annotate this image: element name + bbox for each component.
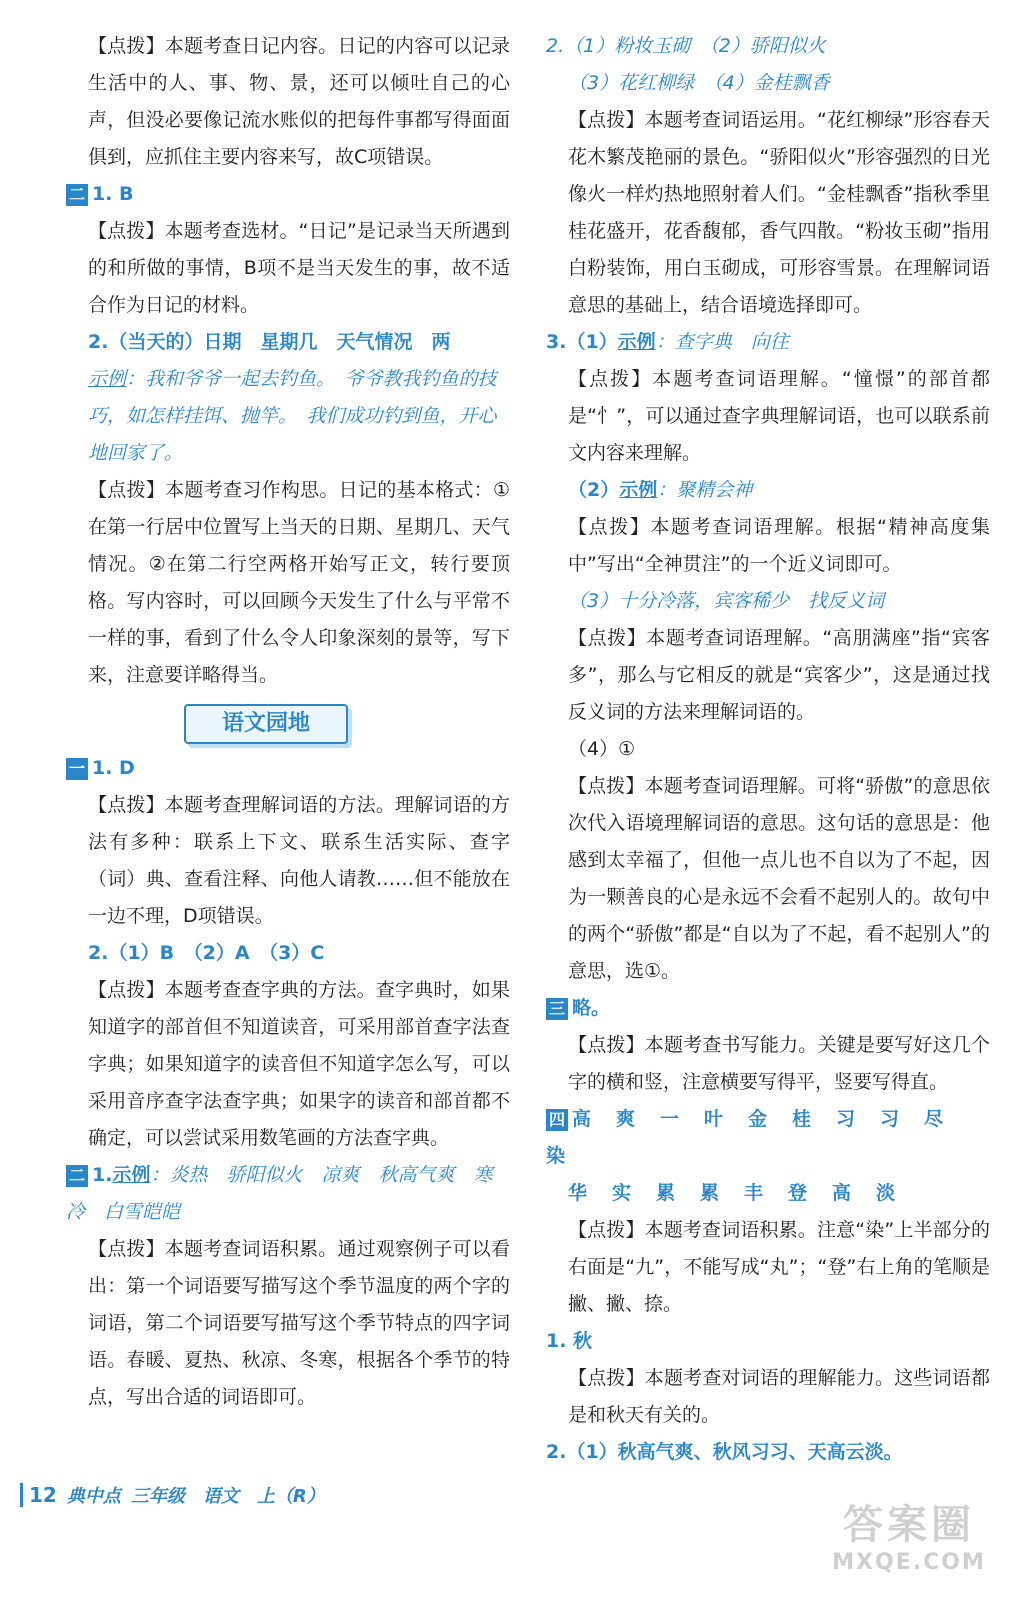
left-column [66, 28, 510, 1416]
tip-autumn: 【点拨】本题考查对词语的理解能力。这些词语都是和秋天有关的。 [568, 1367, 990, 1426]
section-three-icon: 三 [546, 998, 568, 1020]
watermark-text: 答案圈 [843, 1502, 975, 1548]
tip-radical: 【点拨】本题考查词语理解。“憧憬”的部首都是“忄”，可以通过查字典理解词语，也可以联系前文内容来理解。 [568, 368, 990, 464]
page-number: 12 [20, 1483, 57, 1507]
tip-material: 【点拨】本题考查选材。“日记”是记录当天所遇到的和所做的事情，B项不是当天发生的事，故不适合作为日记的材料。 [88, 220, 510, 316]
answer-2-2-example: 示例：我和爷爷一起去钓鱼。 爷爷教我钓鱼的技巧，如怎样挂饵、抛竿。 我们成功钓到鱼，开心地回家了。 [88, 368, 497, 464]
section-one-icon: 一 [66, 758, 88, 780]
answer-g-1: 一 1. D [66, 750, 510, 787]
answer-r-3-4: （4）① [568, 738, 636, 760]
answer-s-6: 2.（1）秋高气爽、秋风习习、天高云淡。 [546, 1441, 903, 1463]
section-two-b-icon: 二 [66, 1165, 88, 1187]
tip-dictionary: 【点拨】本题考查查字典的方法。查字典时，如果知道字的部首但不知道读音，可采用部首查字法查字典；如果知道字的读音但不知道字怎么写，可以采用音序查字法查字典；如果字的读音和部首都不确定，可以尝试采用数笔画的方法查字典。 [88, 979, 510, 1149]
answer-s-3: 三 略。 [546, 990, 990, 1027]
answer-2-2: 2.（当天的）日期 星期几 天气情况 两 [88, 331, 451, 353]
page-footer [20, 1478, 325, 1512]
answer-g-2: 2.（1）B （2）A （3）C [88, 942, 325, 964]
tip-diary-content: 【点拨】本题考查日记内容。日记的内容可以记录生活中的人、事、物、景，还可以倾吐自己的心声，但没必要像记流水账似的把每件事都写得面面俱到，应抓住主要内容来写，故C项错误。 [88, 35, 510, 168]
section-four-icon: 四 [546, 1109, 568, 1131]
answer-r-2b: （3）花红柳绿 （4）金桂飘香 [568, 72, 830, 94]
answer-s-4-row1: 四 高 爽 一 叶 金 桂 习 习 尽染 [546, 1108, 944, 1167]
answer-h-1: 二 1.示例：炎热 骄阳似火 凉爽 秋高气爽 寒冷 白雪皑皑 [66, 1164, 493, 1223]
section-title: 语文园地 [184, 704, 348, 744]
grade-subject: 三年级 语文 上（R） [130, 1486, 325, 1507]
tip-antonym: 【点拨】本题考查词语理解。“高朋满座”指“宾客多”，那么与它相反的就是“宾客少”，这是通过找反义词的方法来理解词语的。 [568, 627, 990, 723]
tip-word-methods: 【点拨】本题考查理解词语的方法。理解词语的方法有多种：联系上下文、联系生活实际、查字（词）典、查看注释、向他人请教……但不能放在一边不理，D项错误。 [88, 794, 510, 927]
section-two-icon: 二 [66, 184, 88, 206]
answer-r-3-2: （2）示例：聚精会神 [568, 479, 753, 501]
tip-synonym: 【点拨】本题考查词语理解。根据“精神高度集中”写出“全神贯注”的一个近义词即可。 [568, 516, 990, 575]
tip-proud: 【点拨】本题考查词语理解。可将“骄傲”的意思依次代入语境理解词语的意思。这句话的意思是：他感到太幸福了，但他一点儿也不自以为了不起，因为一颗善良的心是永远不会看不起别人的。故句中的两个“骄傲”都是“自以为了不起，看不起别人”的意思，选①。 [568, 775, 990, 982]
answer-r-3-3: （3）十分冷落，宾客稀少 找反义词 [568, 590, 885, 612]
tip-word-use: 【点拨】本题考查词语运用。“花红柳绿”形容春天花木繁茂艳丽的景色。“骄阳似火”形容强烈的日光像火一样灼热地照射着人们。“金桂飘香”指秋季里桂花盛开，花香馥郁，香气四散。“粉妆玉砌”指用白粉装饰，用白玉砌成，可形容雪景。在理解词语意思的基础上，结合语境选择即可。 [568, 109, 990, 316]
tip-writing: 【点拨】本题考查书写能力。关键是要写好这几个字的横和竖，注意横要写得平，竖要写得直。 [568, 1034, 990, 1093]
answer-2-1: 二 1. B [66, 176, 510, 213]
brand-logo: 典中点 [66, 1486, 121, 1507]
tip-seasons: 【点拨】本题考查词语积累。通过观察例子可以看出：第一个词语要写描写这个季节温度的两个字的词语，第二个词语要写描写这个季节特点的四字词语。春暖、夏热、秋凉、冬寒，根据各个季节的特点，写出合适的词语即可。 [88, 1238, 510, 1408]
answer-s-5: 1. 秋 [546, 1330, 593, 1352]
answer-s-4-row2: 华 实 累 累 丰 登 高 淡 [568, 1182, 896, 1204]
tip-char-strokes: 【点拨】本题考查词语积累。注意“染”上半部分的右面是“九”，不能写成“丸”；“登”右上角的笔顺是撇、撇、捺。 [568, 1219, 990, 1315]
tip-structure: 【点拨】本题考查习作构思。日记的基本格式：①在第一行居中位置写上当天的日期、星期几、天气情况。②在第二行空两格开始写正文，转行要顶格。写内容时，可以回顾今天发生了什么与平常不一样的事，看到了什么令人印象深刻的景等，写下来，注意要详略得当。 [88, 479, 510, 686]
watermark [814, 1500, 1004, 1590]
right-column [546, 28, 990, 1471]
answer-r-3-1: 3.（1）示例：查字典 向往 [546, 331, 789, 353]
answer-r-2a: 2.（1）粉妆玉砌 （2）骄阳似火 [546, 35, 826, 57]
watermark-url: MXQE.COM [832, 1550, 986, 1575]
